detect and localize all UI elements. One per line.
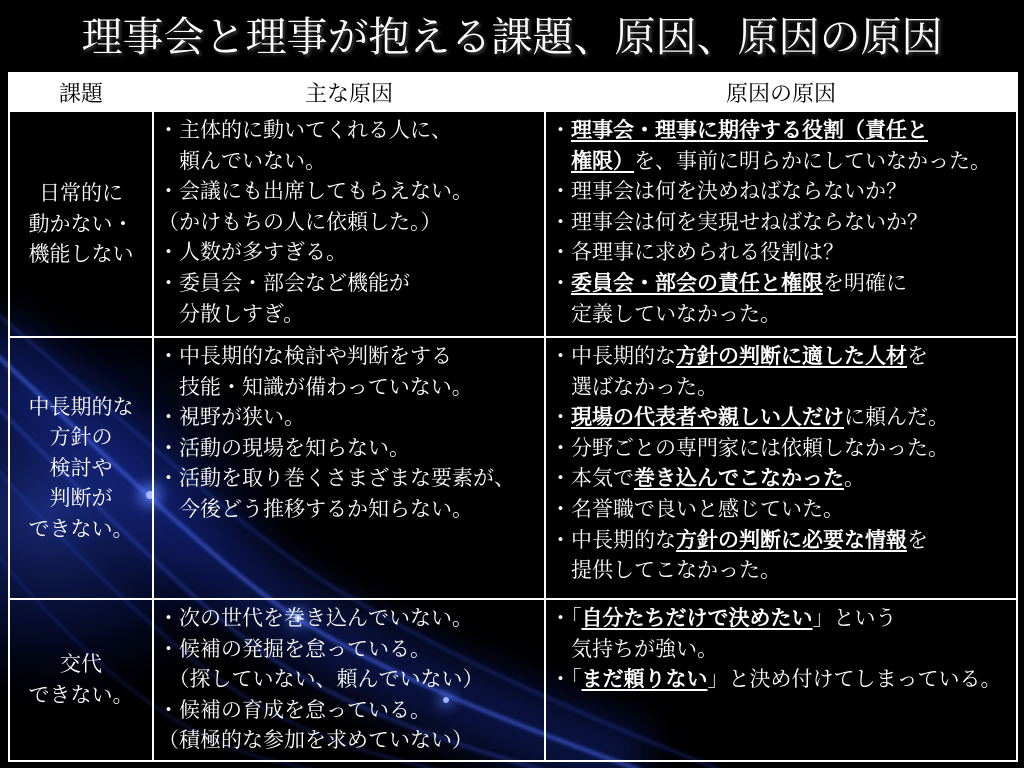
emphasized-root-cause-text: 現場の代表者や親しい人だけ bbox=[571, 405, 844, 430]
main-cause-line: ・活動を取り巻くさまざまな要素が、 bbox=[158, 466, 515, 491]
main-causes-cell bbox=[153, 599, 545, 761]
root-cause-line bbox=[550, 525, 1016, 556]
root-cause-line bbox=[550, 268, 1016, 299]
issue-cell bbox=[9, 337, 153, 599]
root-cause-line bbox=[550, 402, 1016, 433]
issue-cell bbox=[9, 111, 153, 337]
slide-title: 理事会と理事が抱える課題、原因、原因の原因 bbox=[81, 13, 943, 61]
issue-text-line: 機能しない bbox=[28, 242, 134, 267]
root-cause-line bbox=[550, 341, 1016, 372]
root-cause-line bbox=[550, 146, 1016, 177]
root-cause-line bbox=[550, 176, 1016, 207]
emphasized-root-cause-text: 理事会・理事に期待する役割（責任と bbox=[571, 118, 928, 142]
root-cause-text: に頼んだ。 bbox=[844, 405, 949, 430]
root-cause-text: ・ bbox=[550, 270, 571, 295]
main-cause-line: ・視野が狭い。 bbox=[158, 405, 305, 430]
root-cause-text: 」と決め付けてしまっている。 bbox=[707, 667, 1002, 692]
root-cause-line bbox=[550, 463, 1016, 494]
table-row bbox=[9, 337, 1017, 599]
root-cause-text: 定義していなかった。 bbox=[550, 301, 781, 326]
root-cause-text: を明確に bbox=[823, 270, 907, 295]
root-cause-text: 提供してこなかった。 bbox=[550, 558, 781, 583]
main-cause-line: 分散しすぎ。 bbox=[158, 301, 305, 326]
emphasized-root-cause-text: 方針の判断に適した人材 bbox=[676, 344, 907, 368]
main-cause-line: 今後どう推移するか知らない。 bbox=[158, 496, 473, 521]
main-cause-line: （積極的な参加を求めていない） bbox=[158, 728, 473, 753]
root-causes-cell bbox=[545, 111, 1017, 337]
root-cause-text: 気持ちが強い。 bbox=[550, 636, 718, 661]
table-row bbox=[9, 599, 1017, 761]
root-cause-text: ・名誉職で良いと感じていた。 bbox=[550, 496, 844, 521]
table-head bbox=[9, 73, 1017, 111]
main-cause-line: 頼んでいない。 bbox=[158, 148, 326, 173]
root-cause-text: を、事前に明らかにしていなかった。 bbox=[634, 148, 991, 173]
root-causes-cell bbox=[545, 337, 1017, 599]
main-cause-line: 技能・知識が備わっていない。 bbox=[158, 374, 473, 399]
root-cause-text: を bbox=[907, 344, 928, 368]
root-cause-text: ・中長期的な bbox=[550, 344, 676, 368]
main-cause-line: ・候補の発掘を怠っている。 bbox=[158, 636, 431, 661]
root-cause-text: ・ bbox=[550, 405, 571, 430]
root-cause-text: ・理事会は何を決めねばならないか？ bbox=[550, 179, 907, 204]
issue-text-line: できない。 bbox=[28, 683, 134, 707]
root-cause-line bbox=[550, 299, 1016, 330]
root-cause-line bbox=[550, 555, 1016, 586]
emphasized-root-cause-text: 巻き込んでこなかった bbox=[634, 466, 844, 491]
issues-table bbox=[8, 72, 1018, 762]
issue-text-line: 日常的に bbox=[39, 181, 123, 206]
issue-text-line: 判断が bbox=[49, 486, 113, 511]
issue-text-line: 中長期的な bbox=[28, 394, 134, 419]
emphasized-root-cause-text: まだ頼りない bbox=[581, 667, 708, 692]
root-cause-text bbox=[550, 149, 571, 173]
root-cause-text: ・各理事に求められる役割は？ bbox=[550, 240, 844, 265]
main-cause-line: ・活動の現場を知らない。 bbox=[158, 435, 410, 460]
issue-text-line: できない。 bbox=[28, 516, 134, 541]
root-cause-text: ・分野ごとの専門家には依頼しなかった。 bbox=[550, 435, 949, 460]
main-cause-line: ・中長期的な検討や判断をする bbox=[158, 344, 452, 368]
issue-cell bbox=[9, 599, 153, 761]
main-cause-line: ・人数が多すぎる。 bbox=[158, 240, 347, 265]
table-header-row bbox=[9, 73, 1017, 111]
main-cause-line: ・会議にも出席してもらえない。 bbox=[158, 179, 473, 204]
root-cause-line bbox=[550, 634, 1016, 665]
root-cause-text: 。 bbox=[844, 466, 865, 491]
main-cause-line: ・候補の育成を怠っている。 bbox=[158, 697, 431, 722]
root-causes-cell bbox=[545, 599, 1017, 761]
header-root-causes: 原因の原因 bbox=[545, 73, 1017, 111]
root-cause-line bbox=[550, 433, 1016, 464]
table-body bbox=[9, 111, 1017, 761]
main-cause-line: （かけもちの人に依頼した。） bbox=[158, 209, 442, 234]
main-causes-cell bbox=[153, 337, 545, 599]
root-cause-line bbox=[550, 603, 1016, 634]
main-cause-line: （探していない、頼んでいない） bbox=[158, 667, 484, 692]
header-issue: 課題 bbox=[9, 73, 153, 111]
root-cause-text: ・「 bbox=[550, 667, 582, 692]
emphasized-root-cause-text: 方針の判断に必要な情報 bbox=[676, 527, 907, 552]
root-cause-text: 選ばなかった。 bbox=[550, 374, 718, 399]
issue-text-line: 動かない・ bbox=[28, 211, 134, 236]
root-cause-text: ・中長期的な bbox=[550, 527, 676, 552]
root-cause-text: ・「 bbox=[550, 606, 582, 630]
root-cause-text: ・理事会は何を実現せねばならないか？ bbox=[550, 209, 928, 234]
issue-text-line: 検討や bbox=[49, 455, 113, 480]
main-cause-line: ・委員会・部会など機能が bbox=[158, 270, 410, 295]
root-cause-line bbox=[550, 494, 1016, 525]
root-cause-text: ・本気で bbox=[550, 466, 634, 491]
emphasized-root-cause-text: 自分たちだけで決めたい bbox=[581, 606, 813, 630]
main-causes-cell bbox=[153, 111, 545, 337]
root-cause-line bbox=[550, 237, 1016, 268]
root-cause-line bbox=[550, 207, 1016, 238]
main-cause-line: ・主体的に動いてくれる人に、 bbox=[158, 118, 452, 142]
header-main-causes: 主な原因 bbox=[153, 73, 545, 111]
emphasized-root-cause-text: 委員会・部会の責任と権限 bbox=[571, 270, 823, 295]
root-cause-line bbox=[550, 115, 1016, 146]
issue-text-line: 交代 bbox=[60, 652, 102, 677]
issue-text-line: 方針の bbox=[49, 425, 113, 450]
emphasized-root-cause-text: 権限） bbox=[571, 148, 634, 173]
root-cause-line bbox=[550, 664, 1016, 695]
table-row bbox=[9, 111, 1017, 337]
main-cause-line: ・次の世代を巻き込んでいない。 bbox=[158, 606, 473, 630]
root-cause-text: を bbox=[907, 527, 928, 552]
root-cause-line bbox=[550, 372, 1016, 403]
root-cause-text: ・ bbox=[550, 118, 571, 142]
root-cause-text: 」という bbox=[812, 606, 897, 630]
